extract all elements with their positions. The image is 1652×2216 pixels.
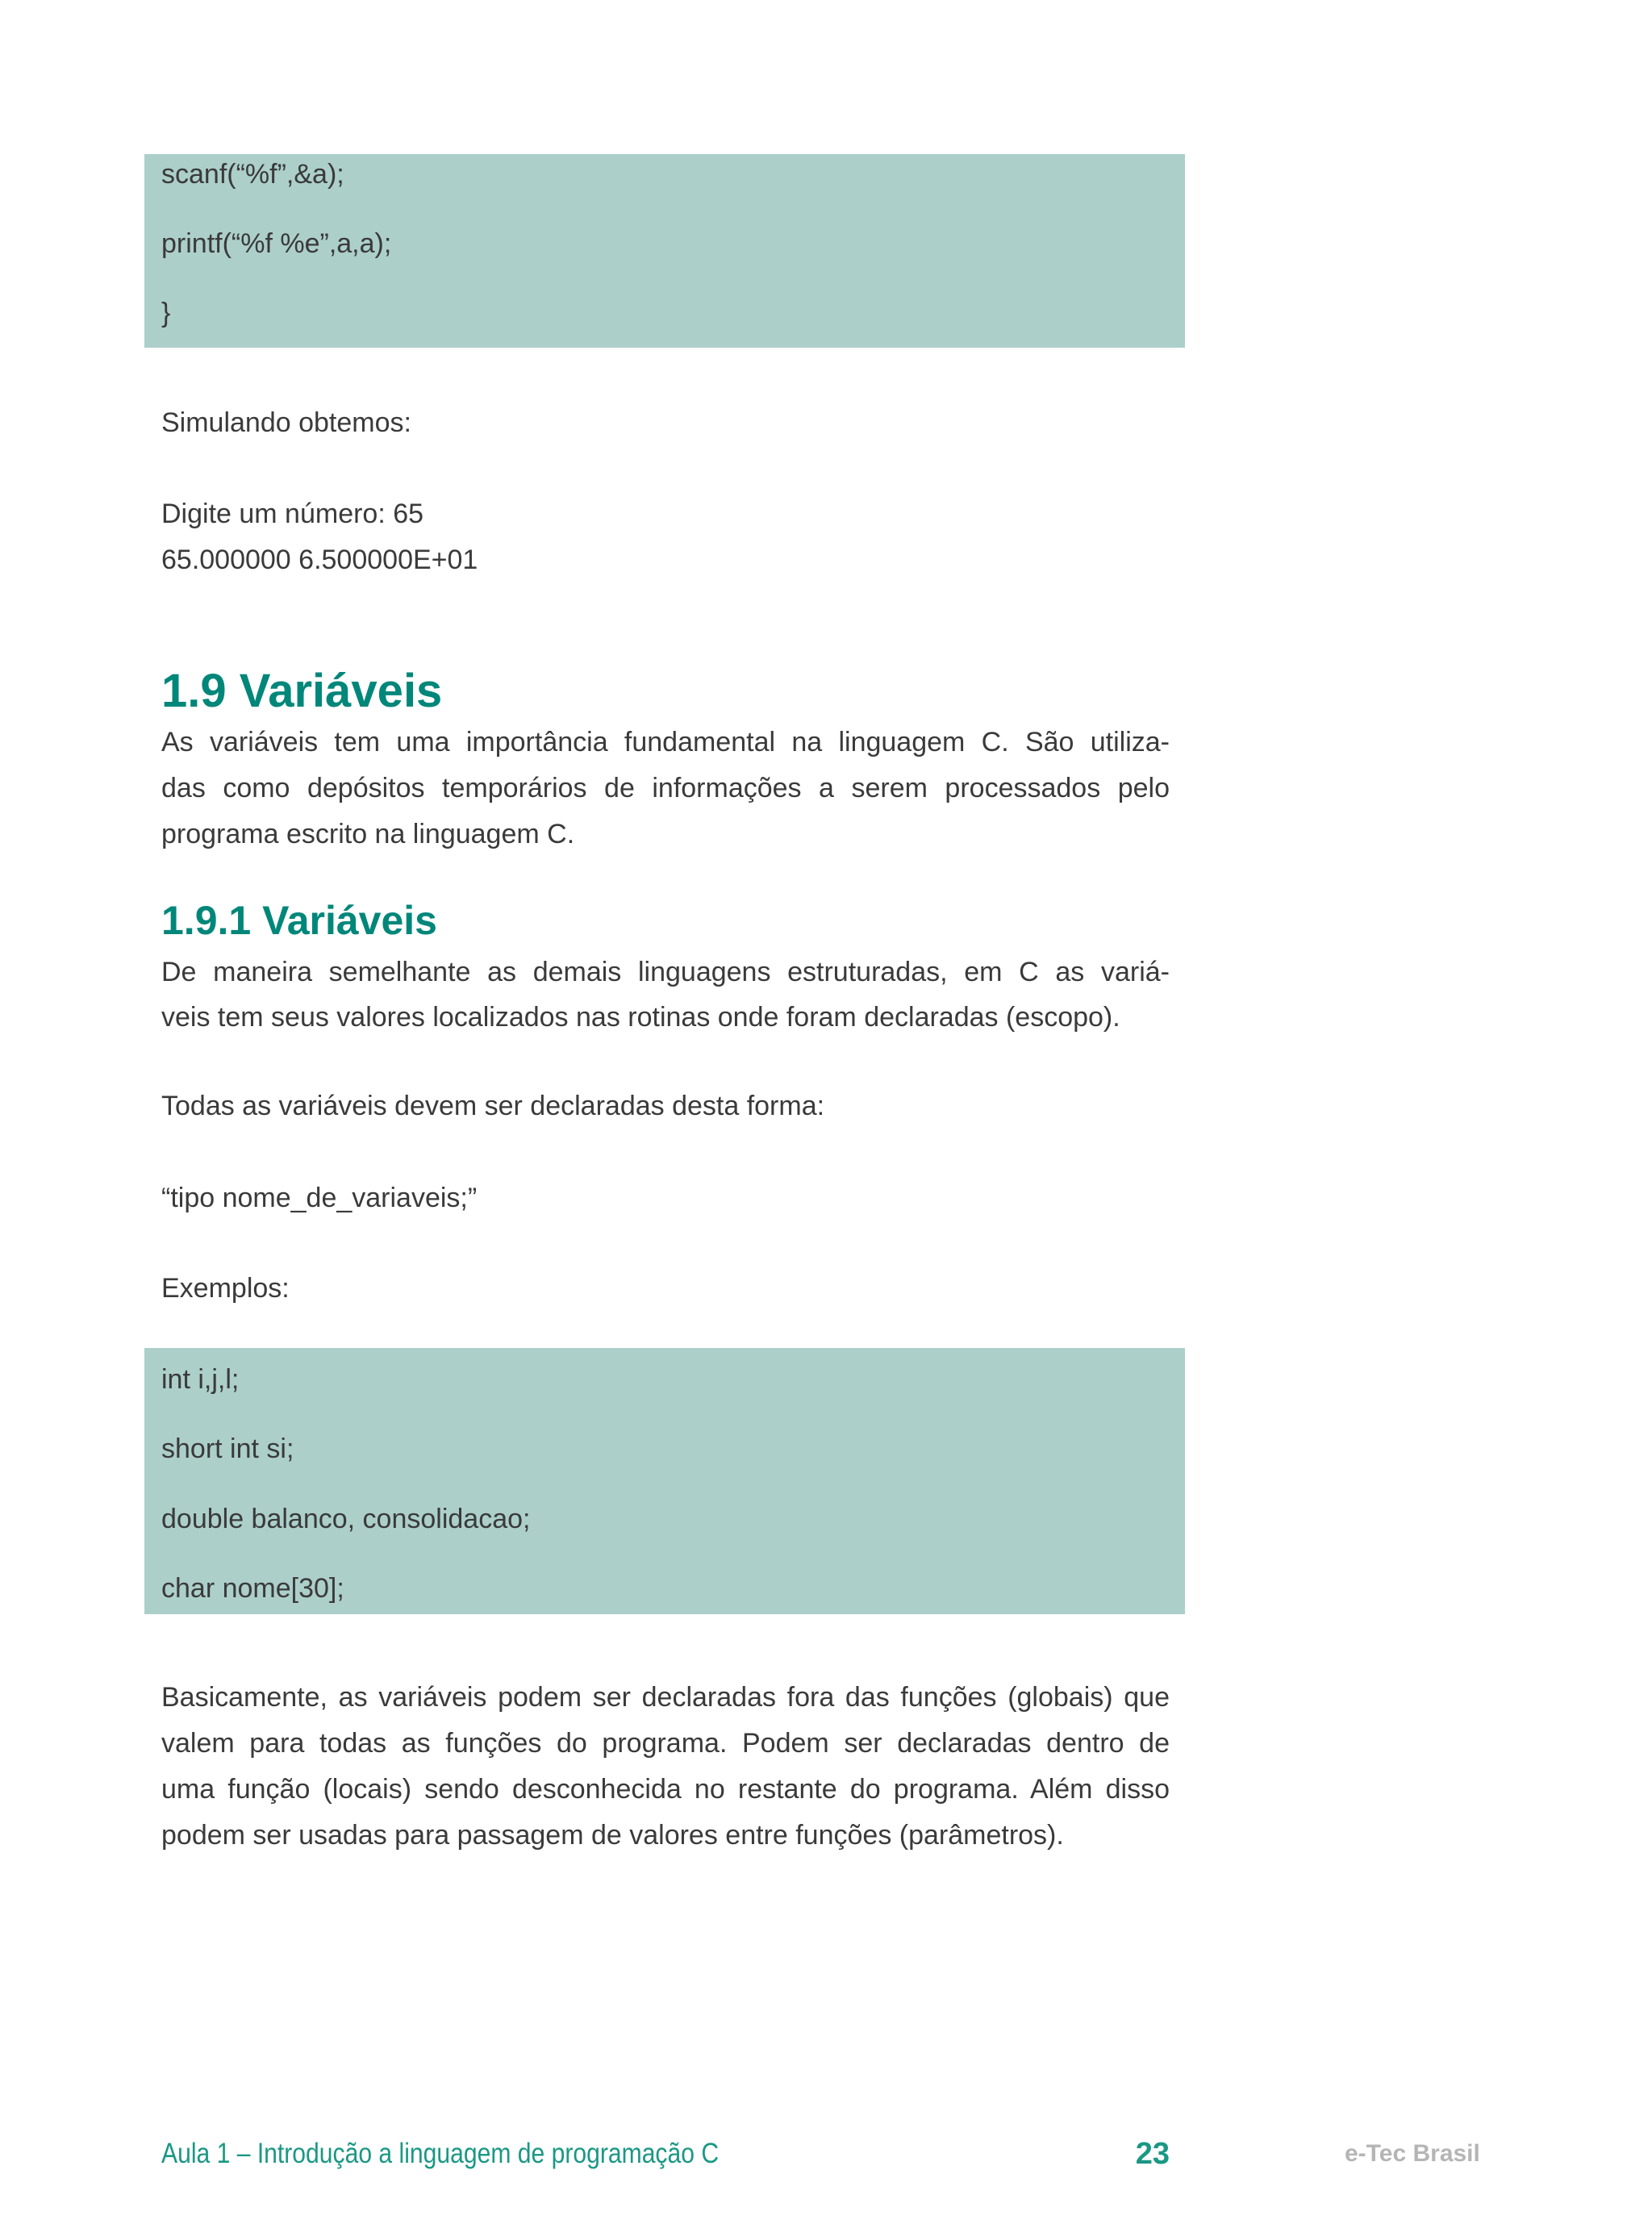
code-line: double balanco, consolidacao; xyxy=(161,1504,531,1534)
paragraph-line: As variáveis tem uma importância fundamental na linguagem C. São utiliza- xyxy=(161,727,1170,757)
paragraph-line: De maneira semelhante as demais linguagens estruturadas, em C as variá- xyxy=(161,957,1170,987)
section-heading-1-9-1: 1.9.1 Variáveis xyxy=(161,898,437,943)
paragraph-line: uma função (locais) sendo desconhecida no restante do programa. Além disso xyxy=(161,1774,1170,1805)
code-block-scanf-printf xyxy=(144,154,1185,348)
simulation-intro: Simulando obtemos: xyxy=(161,407,411,438)
declaration-intro: Todas as variáveis devem ser declaradas desta forma: xyxy=(161,1091,825,1121)
examples-label: Exemplos: xyxy=(161,1273,290,1304)
page-number: 23 xyxy=(1135,2137,1170,2171)
section-heading-1-9: 1.9 Variáveis xyxy=(161,665,443,717)
code-line: char nome[30]; xyxy=(161,1573,344,1604)
footer-brand: e-Tec Brasil xyxy=(1345,2140,1480,2167)
code-line: short int si; xyxy=(161,1434,294,1464)
paragraph-line: veis tem seus valores localizados nas rotinas onde foram declaradas (escopo). xyxy=(161,1002,1120,1033)
code-block-variable-examples xyxy=(144,1348,1185,1614)
code-line: } xyxy=(161,298,171,328)
code-line: scanf(“%f”,&a); xyxy=(161,159,344,190)
paragraph-line: valem para todas as funções do programa. Podem ser declaradas dentro de xyxy=(161,1728,1170,1759)
paragraph-line: programa escrito na linguagem C. xyxy=(161,819,575,849)
code-line: int i,j,l; xyxy=(161,1364,240,1395)
paragraph-line: das como depósitos temporários de informações a serem processados pelo xyxy=(161,773,1170,803)
footer-chapter-title: Aula 1 – Introdução a linguagem de programação C xyxy=(161,2138,720,2169)
paragraph-line: podem ser usadas para passagem de valores entre funções (parâmetros). xyxy=(161,1820,1064,1851)
paragraph-line: Basicamente, as variáveis podem ser declaradas fora das funções (globais) que xyxy=(161,1682,1170,1713)
simulation-output-line: Digite um número: 65 xyxy=(161,499,424,529)
code-line: printf(“%f %e”,a,a); xyxy=(161,228,392,259)
simulation-output-line: 65.000000 6.500000E+01 xyxy=(161,545,478,575)
declaration-form: “tipo nome_de_variaveis;” xyxy=(161,1183,478,1213)
